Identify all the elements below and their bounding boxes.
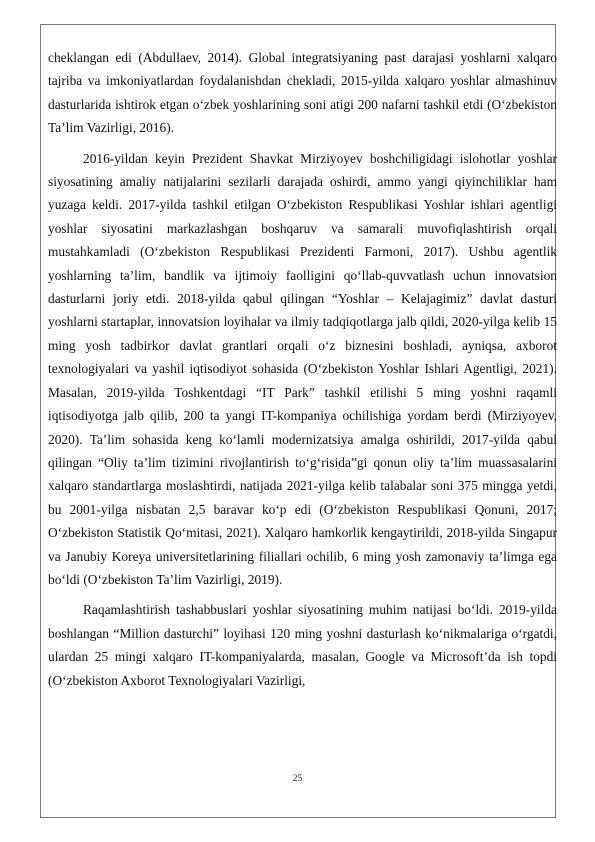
paragraph-1: cheklangan edi (Abdullaev, 2014). Global integratsiyaning past darajasi yoshlarni xalqaro tajriba va imkoniyatlardan foydalanishdan chekladi, 2015-yilda xalqaro yoshlar almashinuv dasturlarida ishtirok etgan o‘zbek yoshlarining soni atigi 200 nafarni tashkil etdi (O‘zbekiston Ta’lim Vazirligi, 2016). xyxy=(48,50,557,136)
paragraph-2: 2016-yildan keyin Prezident Shavkat Mirziyoyev boshchiligidagi islohotlar yoshlar siyosatining amaliy natijalarini sezilarli darajada oshirdi, ammo yangi qiyinchiliklar ham yuzaga keldi. 2017-yilda tashkil etilgan O‘zbekiston Respublikasi Yoshlar ishlari agentligi yoshlar siyosatini markazlashgan boshqaruv va samarali muvofiqlashtirish orqali mustahkamladi (O‘zbekiston Respublikasi Prezidenti Farmoni, 2017). Ushbu agentlik yoshlarning ta’lim, bandlik va ijtimoiy faolligini qo‘llab-quvvatlash uchun innovatsion dasturlarni joriy etdi. 2018-yilda qabul qilingan “Yoshlar – Kelajagimiz” davlat dasturi yoshlarni startaplar, innovatsion loyihalar va ilmiy tadqiqotlarga jalb qildi, 2020-yilga kelib 15 ming yosh tadbirkor davlat grantlari orqali o‘z biznesini boshladi, ayniqsa, axborot texnologiyalari va yashil iqtisodiyot sohasida (O‘zbekiston Yoshlar Ishlari Agentligi, 2021). Masalan, 2019-yilda Toshkentdagi “IT Park” tashkil etilishi 5 ming yoshni raqamli iqtisodiyotga jalb qilib, 200 ta yangi IT-kompaniya ochilishiga yordam berdi (Mirziyoyev, 2020). Ta’lim sohasida keng ko‘lamli modernizatsiya amalga oshirildi, 2017-yilda qabul qilingan “Oliy ta’lim tizimini rivojlantirish to‘g‘risida”gi qonun oliy ta’lim muassasalarini xalqaro standartlarga moslashtirdi, natijada 2021-yilga kelib talabalar soni 375 mingga yetdi, bu 2001-yilga nisbatan 2,5 baravar ko‘p edi (O‘zbekiston Respublikasi Qonuni, 2017; O‘zbekiston Statistik Qo‘mitasi, 2021). Xalqaro hamkorlik kengaytirildi, 2018-yilda Singapur va Janubiy Koreya universitetlarining filiallari ochilib, 6 ming yosh zamonaviy ta’limga ega bo‘ldi (O‘zbekiston Ta’lim Vazirligi, 2019). xyxy=(48,150,557,587)
paragraph-3: Raqamlashtirish tashabbuslari yoshlar siyosatining muhim natijasi bo‘ldi. 2019-yilda boshlangan “Million dasturchi” loyihasi 120 ming yoshni dasturlash ko‘nikmalariga o‘rgatdi, ulardan 25 mingi xalqaro IT-kompaniyalarda, masalan, Google va Microsoft’da ish topdi (O‘zbekiston Axborot Texnologiyalari Vazirligi, xyxy=(48,602,557,688)
document-body xyxy=(48,46,557,699)
page-number: 25 xyxy=(292,774,303,784)
